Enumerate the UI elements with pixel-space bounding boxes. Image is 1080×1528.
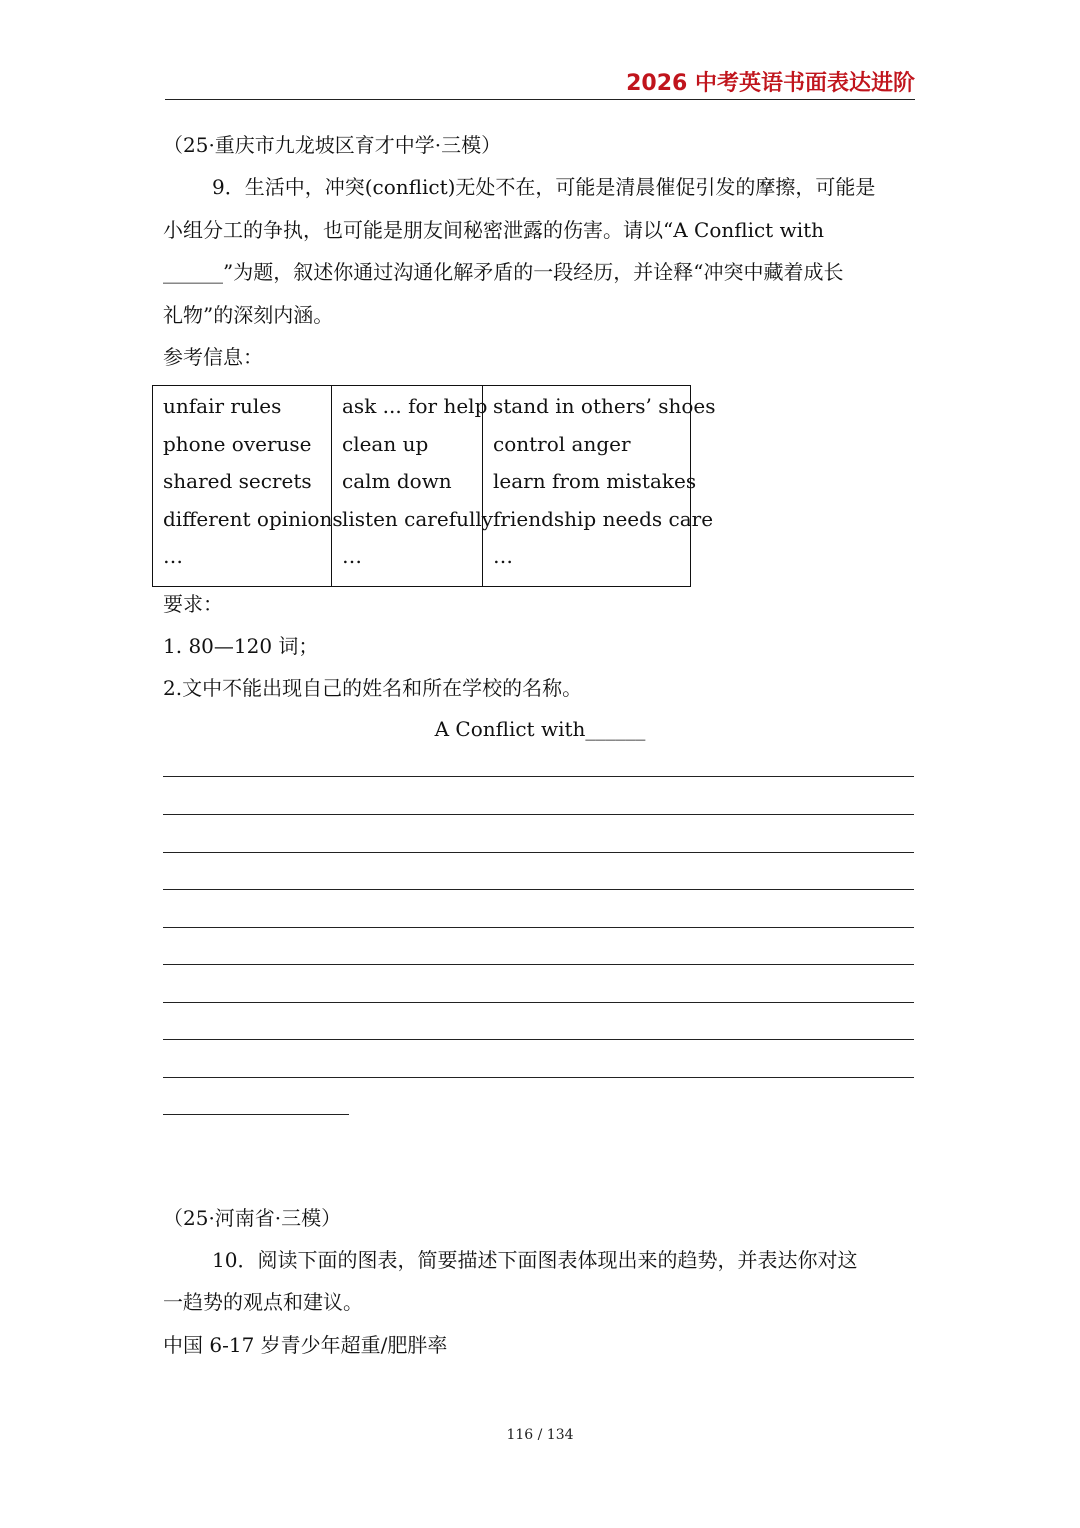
table-cell: shared secrets bbox=[163, 469, 312, 493]
table-cell: calm down bbox=[342, 469, 452, 493]
table-cell: control anger bbox=[493, 431, 631, 456]
writing-line-short bbox=[163, 1114, 349, 1115]
table-cell: clean up bbox=[342, 431, 429, 456]
q9-prompt-line-2: 小组分工的争执，也可能是朋友间秘密泄露的伤害。请以“A Conflict with bbox=[163, 218, 825, 242]
table-cell: unfair rules bbox=[163, 394, 282, 418]
table-cell: listen carefully bbox=[342, 506, 494, 531]
page-number: 116 / 134 bbox=[506, 1427, 574, 1443]
q9-reference-label: 参考信息： bbox=[163, 345, 263, 369]
writing-line bbox=[163, 852, 914, 853]
q10-prompt-line-1: 10．阅读下面的图表，简要描述下面图表体现出来的趋势，并表达你对这 bbox=[212, 1248, 858, 1272]
table-cell: learn from mistakes bbox=[493, 469, 697, 493]
writing-line bbox=[163, 1039, 914, 1040]
table-cell: ask ... for help bbox=[342, 394, 488, 418]
writing-line bbox=[163, 964, 914, 965]
writing-line bbox=[163, 927, 914, 928]
table-cell: different opinions bbox=[163, 506, 343, 531]
table-cell: stand in others’ shoes bbox=[493, 394, 716, 418]
q10-prompt-line-2: 一趋势的观点和建议。 bbox=[163, 1290, 363, 1314]
table-cell: … bbox=[493, 544, 513, 568]
table-cell: phone overuse bbox=[163, 431, 312, 456]
writing-line bbox=[163, 776, 914, 777]
table-cell: … bbox=[163, 544, 183, 568]
q9-source: （25·重庆市九龙坡区育才中学·三模） bbox=[163, 133, 502, 157]
header-title: 2026 中考英语书面表达进阶 bbox=[626, 71, 915, 96]
header-divider bbox=[165, 99, 915, 100]
reference-column-actions bbox=[331, 386, 494, 586]
reference-column-lessons bbox=[482, 386, 716, 586]
q10-source: （25·河南省·三模） bbox=[163, 1206, 342, 1230]
table-cell: friendship needs care bbox=[493, 506, 714, 531]
reference-table bbox=[152, 385, 716, 587]
q9-requirement-1: 1. 80—120 词； bbox=[163, 634, 319, 658]
writing-line bbox=[163, 1077, 914, 1078]
writing-line bbox=[163, 814, 914, 815]
q9-prompt-line-1: 9．生活中，冲突(conflict)无处不在，可能是清晨催促引发的摩擦，可能是 bbox=[212, 175, 876, 199]
q9-prompt-line-3: ______”为题，叙述你通过沟通化解矛盾的一段经历，并诠释“冲突中藏着成长 bbox=[163, 260, 844, 284]
reference-column-topics bbox=[153, 386, 343, 586]
essay-title: A Conflict with______ bbox=[434, 717, 646, 741]
q9-requirements-label: 要求： bbox=[163, 592, 223, 616]
writing-line bbox=[163, 1002, 914, 1003]
q9-prompt-line-4: 礼物”的深刻内涵。 bbox=[163, 303, 334, 327]
chart-caption: 中国 6-17 岁青少年超重/肥胖率 bbox=[163, 1333, 448, 1357]
writing-line bbox=[163, 889, 914, 890]
table-cell: … bbox=[342, 544, 362, 568]
q9-requirement-2: 2.文中不能出现自己的姓名和所在学校的名称。 bbox=[163, 676, 583, 700]
